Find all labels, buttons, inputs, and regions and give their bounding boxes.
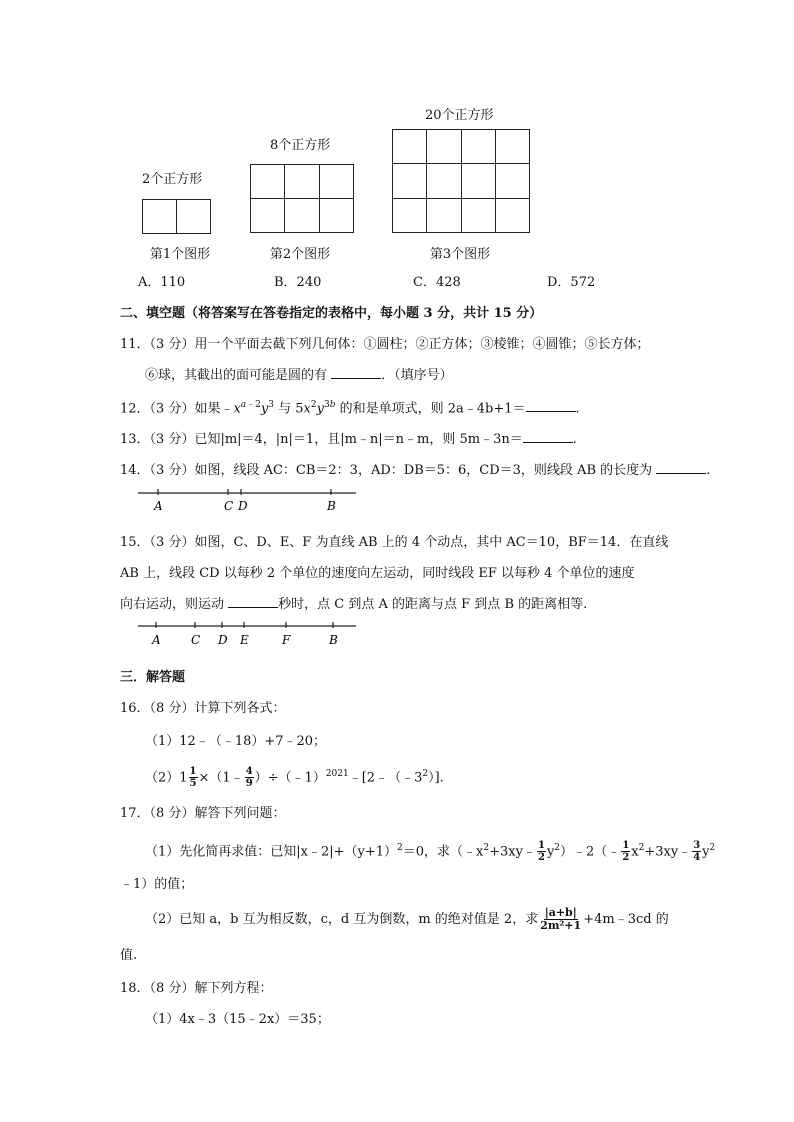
q10-option-a: A．110 <box>138 275 186 290</box>
q11-answer-blank[interactable] <box>331 366 381 379</box>
q17-part1-line1: （1）先化简再求值：已知$|x﹣2|+(y+1)^2=0$，求（$﹣x^2+3xy﹣$ $\frac{1}{2}$ $y^2)﹣2(﹣$ $\frac{1}{2}$ $x^2+3xy﹣$ $\frac{3}{4}$ $y^2$ <box>145 840 716 864</box>
q15-line1: 15．（3 分）如图，C、D、E、F 为直线 AB 上的 4 个动点，其中 AC＝10，BF＝14．在直线 <box>120 535 669 550</box>
q10-option-b: B．240 <box>274 275 322 290</box>
q18-part1: （1）4x﹣3（15﹣2x）＝35； <box>145 1012 330 1027</box>
q17-part1-line2: ﹣1）的值； <box>120 877 194 892</box>
q14-point-d: D <box>238 499 248 513</box>
q15-line2: AB 上，线段 CD 以每秒 2 个单位的速度向左运动，同时线段 EF 以每秒 4 个单位的速度 <box>120 566 635 581</box>
section-3-heading: 三．解答题 <box>120 670 186 685</box>
q13-answer-blank[interactable] <box>523 430 573 443</box>
figure-1-grid <box>142 199 211 234</box>
q14: 14．（3 分）如图，线段 AC：CB＝2：3，AD：DB＝5：6，CD＝3，则线段 AB 的长度为 . <box>120 463 711 478</box>
q16-part2: （2）1 $\frac{1}{5}$ ×（1﹣ $\frac{4}{9}$ ）$\div(﹣1)^{2021}﹣[2﹣(﹣3^2)]$. <box>145 766 444 790</box>
q15-point-e: E <box>240 633 249 647</box>
figure-1-count-label: 2个正方形 <box>142 172 203 187</box>
q17-title: 17．（8 分）解答下列问题： <box>120 806 286 821</box>
q16-title: 16．（8 分）计算下列各式： <box>120 701 286 716</box>
figure-3-caption: 第3个图形 <box>429 247 491 262</box>
q12: 12．（3 分）如果$﹣x^{a﹣2}y^3$ 与 $5x^2y^{3b}$ 的和是单项式，则 2a﹣4b+1＝ . <box>120 400 580 417</box>
q15-point-c: C <box>191 633 201 647</box>
figure-2-caption: 第2个图形 <box>269 247 331 262</box>
q15-number-line <box>138 618 358 648</box>
q13: 13．（3 分）已知|m|＝4，|n|＝1，且|m﹣n|＝n﹣m，则 5m﹣3n＝ . <box>120 432 577 447</box>
q10-option-d: D．572 <box>547 275 596 290</box>
q12-answer-blank[interactable] <box>526 399 576 412</box>
q15-point-a: A <box>152 633 161 647</box>
figure-3-count-label: 20个正方形 <box>425 108 494 123</box>
figure-2-count-label: 8个正方形 <box>270 138 331 153</box>
q11-line2: ⑥球，其截出的面可能是圆的有 ．（填序号） <box>145 368 453 383</box>
q14-answer-blank[interactable] <box>656 461 706 474</box>
q17-part2-line2: 值. <box>120 948 138 963</box>
q14-point-c: C <box>224 499 234 513</box>
q11-line1: 11．（3 分）用一个平面去截下列几何体：①圆柱；②正方体；③棱锥；④圆锥；⑤长方体； <box>120 337 650 352</box>
figure-3-grid <box>392 129 530 233</box>
q10-option-c: C．428 <box>413 275 461 290</box>
q15-line3: 向右运动，则运动 秒时，点 C 到点 A 的距离与点 F 到点 B 的距离相等. <box>120 597 588 612</box>
q14-number-line <box>138 485 358 515</box>
section-2-heading: 二、填空题（将答案写在答卷指定的表格中，每小题 3 分，共计 15 分） <box>120 306 543 321</box>
figure-1-caption: 第1个图形 <box>149 247 211 262</box>
figure-2-grid <box>250 164 354 233</box>
q15-answer-blank[interactable] <box>228 595 278 608</box>
q15-point-b: B <box>329 633 338 647</box>
q14-point-b: B <box>327 499 336 513</box>
q16-part1: （1）12﹣（﹣18）+7﹣20； <box>145 734 327 749</box>
q18-title: 18．（8 分）解下列方程： <box>120 981 273 996</box>
q15-point-f: F <box>282 633 291 647</box>
q14-point-a: A <box>154 499 163 513</box>
q15-point-d: D <box>218 633 228 647</box>
q17-part2-line1: （2）已知 a，b 互为相反数，c，d 互为倒数，m 的绝对值是 2，求 $\frac{|a+b|}{\text{2m²+1}}$ +4m﹣3cd 的 <box>145 906 669 932</box>
